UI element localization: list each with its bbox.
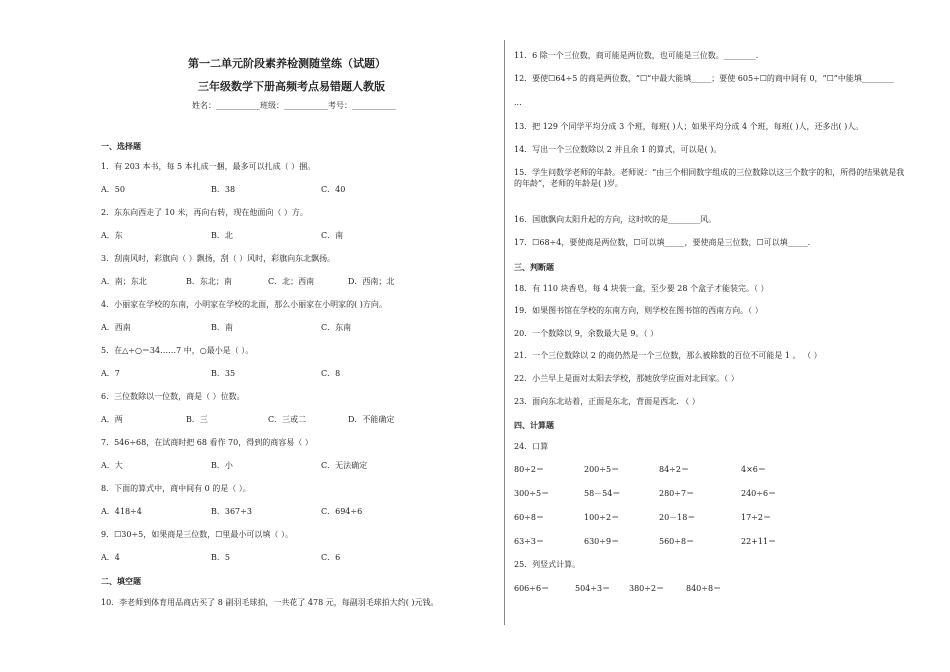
oral-calc-item: 17÷2＝	[741, 513, 771, 522]
section-fill: 二、填空题	[101, 576, 141, 586]
option: B．北	[211, 231, 233, 240]
section-choice: 一、选择题	[101, 141, 141, 151]
oral-calc-item: 84÷2＝	[659, 465, 689, 474]
title-sub: 三年级数学下册高频考点易错题人教版	[198, 80, 385, 93]
option: A．南；东北	[101, 277, 147, 286]
option: B．5	[211, 553, 230, 562]
option: A．418÷4	[101, 507, 142, 516]
option: C．694÷6	[321, 507, 363, 516]
oral-calc-item: 60÷8＝	[514, 513, 544, 522]
vertical-calc-item: 840÷8＝	[686, 584, 722, 593]
question: 6．三位数除以一位数，商是（ ）位数。	[101, 392, 245, 401]
oral-calc-item: 100÷2＝	[584, 513, 620, 522]
question-continuation: ...	[514, 98, 522, 107]
option: B．小	[211, 461, 233, 470]
question: 13．把 129 个同学平均分成 3 个班，每班( )人；如果平均分成 4 个班，每班( )人，还多出( )人。	[514, 122, 864, 131]
question: 3．刮南风时，彩旗向（ ）飘扬，刮（ ）风时，彩旗向东北飘扬。	[101, 254, 336, 263]
question: 7．546÷68，在试商时把 68 看作 70，得到的商容易（ ）	[101, 438, 313, 447]
option: C．东南	[321, 323, 352, 332]
question: 1．有 203 本书，每 5 本扎成一捆，最多可以扎成（ ）捆。	[101, 162, 316, 171]
question: 2．东东向西走了 10 米，再向右转，现在他面向（ ）方。	[101, 208, 308, 217]
question: 25．列竖式计算。	[514, 560, 581, 569]
option: A．东	[101, 231, 123, 240]
option: A．50	[101, 185, 125, 194]
question: 9．☐30÷5，如果商是三位数，☐里最小可以填（ ）。	[101, 530, 293, 539]
option: B．38	[211, 185, 236, 194]
option: A．大	[101, 461, 123, 470]
question: 24．口算	[514, 442, 549, 451]
option: C．6	[321, 553, 341, 562]
question: 16．国旗飘向太阳升起的方向，这时吹的是________风。	[514, 215, 717, 224]
oral-calc-item: 63÷3＝	[514, 537, 544, 546]
section-calc: 四、计算题	[514, 420, 554, 430]
oral-calc-item: 300÷5＝	[514, 489, 550, 498]
oral-calc-item: 80÷2＝	[514, 465, 544, 474]
question: 17．☐68÷4，要使商是两位数，☐可以填_____，要使商是三位数，☐可以填_____.	[514, 238, 811, 247]
vertical-calc-item: 380÷2＝	[629, 584, 665, 593]
student-info-line: 姓名：___________班级：___________考号：___________	[192, 101, 396, 110]
question: 12．要使☐64÷5 的商是两位数，“☐”中最大能填_____；要使 605÷☐的商中间有 0，“☐”中能填________	[514, 74, 894, 83]
question: 21．一个三位数除以 2 的商仍然是一个三位数，那么被除数的百位不可能是 1 。 （ ）	[514, 351, 822, 360]
option: B．三	[186, 415, 208, 424]
oral-calc-item: 58－54＝	[584, 489, 621, 498]
option: B．367÷3	[211, 507, 252, 516]
oral-calc-item: 240÷6＝	[741, 489, 777, 498]
vertical-calc-item: 606÷6＝	[514, 584, 550, 593]
option: C．无法确定	[321, 461, 368, 470]
option: C．8	[321, 369, 341, 378]
oral-calc-item: 22+11＝	[741, 537, 777, 546]
question: 4．小丽家在学校的东南，小明家在学校的北面，那么小丽家在小明家的( )方向。	[101, 300, 387, 309]
option: C．三或二	[268, 415, 307, 424]
question: 11．6 除一个三位数，商可能是两位数，也可能是三位数。________.	[514, 51, 759, 60]
oral-calc-item: 560÷8＝	[659, 537, 695, 546]
question: 22．小兰早上是面对太阳去学校，那她放学应面对北回家。（ ）	[514, 374, 739, 383]
option: B．35	[211, 369, 236, 378]
option: C．北；西南	[268, 277, 315, 286]
oral-calc-item: 20－18＝	[659, 513, 696, 522]
option: B．东北；南	[186, 277, 232, 286]
question: 8．下面的算式中，商中间有 0 的是（ ）。	[101, 484, 251, 493]
oral-calc-item: 200÷5＝	[584, 465, 620, 474]
option: A．两	[101, 415, 123, 424]
option: B．南	[211, 323, 233, 332]
option: A．4	[101, 553, 120, 562]
question: 23．面向东北站着，正面是东北，背面是西北. （ ）	[514, 397, 700, 406]
oral-calc-item: 280÷7＝	[659, 489, 695, 498]
question: 14．写出一个三位数除以 2 并且余 1 的算式，可以是( )。	[514, 145, 722, 154]
section-judge: 三、判断题	[514, 262, 554, 272]
vertical-calc-item: 504÷3＝	[575, 584, 611, 593]
question: 18．有 110 块香皂，每 4 块装一盒，至少要 28 个盒子才能装完。（ ）	[514, 284, 769, 293]
option: A．西南	[101, 323, 131, 332]
option: C．南	[321, 231, 344, 240]
oral-calc-item: 4×6＝	[741, 465, 766, 474]
question: 5．在△÷○＝34……7 中，○最小是（ ）。	[101, 346, 254, 355]
option: D．西南；北	[348, 277, 395, 286]
option: D．不能确定	[348, 415, 395, 424]
question: 10．李老师到体育用品商店买了 8 副羽毛球拍，一共花了 478 元，每副羽毛球拍大约( )元钱。	[101, 598, 439, 607]
page-divider	[504, 40, 505, 625]
option: A．7	[101, 369, 120, 378]
title-main: 第一二单元阶段素养检测随堂练（试题）	[188, 57, 386, 70]
question: 20．一个数除以 9，余数最大是 9。（ ）	[514, 329, 658, 338]
option: C．40	[321, 185, 346, 194]
question: 19．如果图书馆在学校的东南方向，则学校在图书馆的西南方向。（ ）	[514, 306, 763, 315]
question: 15．学生问数学老师的年龄。老师说：“由三个相同数字组成的三位数除以这三个数字的和，所得的结果就是我的年龄”，老师的年龄是( )岁。	[514, 168, 905, 188]
oral-calc-item: 630÷9＝	[584, 537, 620, 546]
